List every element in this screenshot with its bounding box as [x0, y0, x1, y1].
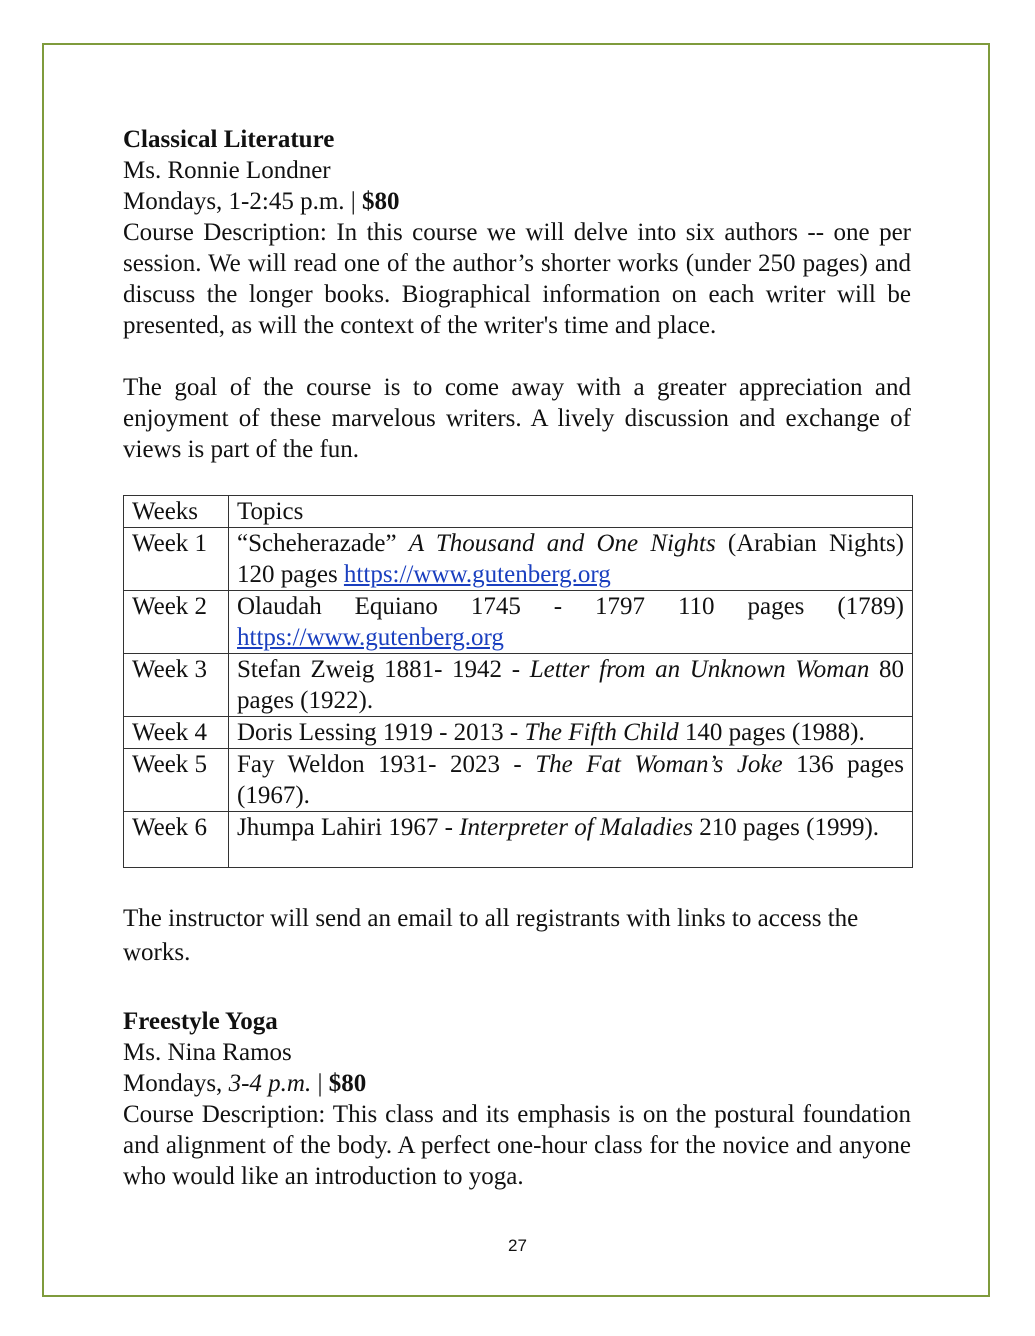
course-instructor: Ms. Ronnie Londner: [123, 157, 331, 184]
topic-text: 140 pages (1988).: [678, 719, 865, 746]
topic-cell: [229, 591, 913, 654]
table-row: [124, 749, 913, 812]
course-price: $80: [328, 1070, 367, 1097]
course-instructor: Ms. Nina Ramos: [123, 1039, 292, 1066]
gutenberg-link[interactable]: https://www.gutenberg.org: [343, 561, 611, 588]
schedule-separator: |: [311, 1070, 329, 1097]
table-header-weeks: Weeks: [124, 496, 229, 528]
topic-title: Interpreter of Maladies: [459, 814, 693, 841]
table-row: [124, 654, 913, 717]
topic-text: Olaudah Equiano 1745 - 1797 110 pages (1789): [237, 593, 904, 620]
week-cell: Week 3: [124, 654, 229, 717]
course-title-freestyle-yoga: Freestyle Yoga: [123, 1008, 278, 1035]
page-content: [123, 124, 911, 1192]
topic-text: Doris Lessing 1919 - 2013 -: [237, 719, 525, 746]
course-title-classical-literature: Classical Literature: [123, 126, 335, 153]
topic-cell: [229, 528, 913, 591]
schedule-text: Mondays, 1-2:45 p.m. |: [123, 188, 363, 215]
table-row: [124, 528, 913, 591]
course-schedule: [123, 186, 911, 217]
table-header-row: [124, 496, 913, 528]
course-note: The instructor will send an email to all registrants with links to access the works.: [123, 905, 859, 966]
topic-text: Fay Weldon 1931- 2023 -: [237, 751, 536, 778]
schedule-text: Mondays,: [123, 1070, 229, 1097]
topic-text: 136 pages (1967).: [237, 751, 905, 809]
topic-text: “Scheherazade”: [237, 530, 409, 557]
topic-text: Jhumpa Lahiri 1967 -: [237, 814, 460, 841]
course-schedule: [123, 1068, 911, 1099]
topic-text: Stefan Zweig 1881- 1942 -: [237, 656, 530, 683]
week-cell: Week 6: [124, 812, 229, 868]
topics-table: [123, 495, 913, 868]
topic-cell: [229, 749, 913, 812]
gutenberg-link[interactable]: https://www.gutenberg.org: [237, 624, 504, 651]
topic-title: Letter from an Unknown Woman: [529, 656, 870, 683]
week-cell: Week 5: [124, 749, 229, 812]
topic-title: The Fat Woman’s Joke: [535, 751, 783, 778]
table-row: [124, 717, 913, 749]
schedule-time: 3-4 p.m.: [228, 1070, 312, 1097]
page-number: 27: [508, 1236, 527, 1255]
table-header-topics: Topics: [229, 496, 913, 528]
topic-text: 80 pages (1922).: [237, 656, 905, 714]
course-description: Course Description: In this course we will delve into six authors -- one per session. We will read one of the author’s shorter works (under 250 pages) and discuss the longer books. Biographical information on each writer will be presented, as will the context of the writer's time and place.: [123, 219, 911, 339]
topic-title: The Fifth Child: [524, 719, 679, 746]
topic-cell: [229, 717, 913, 749]
topic-cell: [229, 654, 913, 717]
topic-text: 210 pages (1999).: [692, 814, 880, 841]
course-goal: The goal of the course is to come away with a greater appreciation and enjoyment of these marvelous writers. A lively discussion and exchange of views is part of the fun.: [123, 374, 911, 463]
topic-title: A Thousand and One Nights: [408, 530, 716, 557]
topic-cell: [229, 812, 913, 868]
week-cell: Week 4: [124, 717, 229, 749]
week-cell: Week 1: [124, 528, 229, 591]
course-description: Course Description: This class and its emphasis is on the postural foundation and alignment of the body. A perfect one-hour class for the novice and anyone who would like an introduction to yoga.: [123, 1101, 911, 1190]
table-row: [124, 812, 913, 868]
course-price: $80: [362, 188, 400, 215]
week-cell: Week 2: [124, 591, 229, 654]
topic-text: (Arabian Nights) 120 pages: [237, 530, 904, 588]
table-row: [124, 591, 913, 654]
